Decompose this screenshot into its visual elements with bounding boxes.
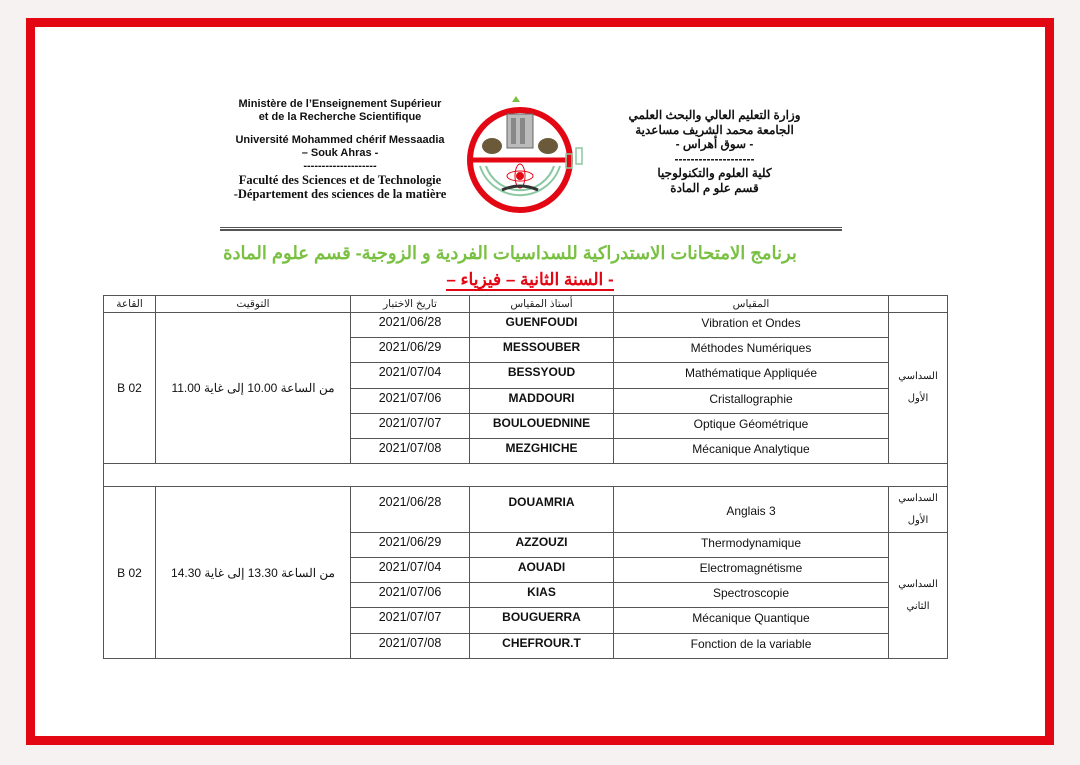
spacer-row [104,464,948,487]
ministry-ar: وزارة التعليم العالي والبحث العلمي [628,108,801,122]
subtitle-text: - السنة الثانية – فيزياء – [446,270,614,289]
professor-cell: GUENFOUDI [470,313,614,338]
exam-schedule-table [103,295,948,659]
semester-label-line2: الأول [907,393,929,404]
module-cell: Cristallographie [614,389,889,414]
table-header-row [104,296,948,313]
header-room: القاعة [104,296,156,313]
professor-cell: AOUADI [470,558,614,583]
group-2 [104,487,948,659]
date-cell: 2021/06/28 [351,487,470,533]
faculty-ar: كلية العلوم والتكنولوجيا [657,166,772,180]
department-ar: قسم علو م المادة [670,180,759,195]
document-subtitle [380,270,680,290]
date-cell: 2021/07/04 [351,363,470,389]
table-row [104,487,948,533]
city-ar: - سوق أهراس - [675,137,754,151]
professor-cell: MADDOURI [470,389,614,414]
module-cell: Fonction de la variable [614,634,889,659]
semester-label-line1: السداسي [898,578,938,590]
semester-label-line1: السداسي [898,492,938,504]
date-cell: 2021/07/07 [351,608,470,634]
module-cell: Anglais 3 [614,487,889,533]
semester-cell [889,313,948,464]
department-name: -Département des sciences de la matière [233,187,447,201]
professor-cell: BESSYOUD [470,363,614,389]
date-cell: 2021/07/08 [351,634,470,659]
professor-cell: AZZOUZI [470,533,614,558]
semester-label-line2: الأول [907,514,929,526]
document-title: برنامج الامتحانات الاستدراكية للسداسيات الفردية و الزوجية- قسم علوم المادة [223,243,797,263]
time-cell: من الساعة 10.00 إلى غاية 11.00 [156,313,351,464]
module-cell: Mécanique Quantique [614,608,889,634]
module-cell: Vibration et Ondes [614,313,889,338]
arabic-header [612,108,817,195]
faculty-name: Faculté des Sciences et de Technologie [238,173,442,187]
group-1 [104,313,948,487]
module-cell: Mathématique Appliquée [614,363,889,389]
header-date: تاريخ الاختبار [351,296,470,313]
university-line1: Université Mohammed chérif Messaadia [235,134,445,146]
date-cell: 2021/06/29 [351,533,470,558]
semester-label-line1: السداسي [898,371,938,382]
date-cell: 2021/07/06 [351,583,470,608]
module-cell: Optique Géométrique [614,414,889,439]
professor-cell: BOUGUERRA [470,608,614,634]
date-cell: 2021/07/04 [351,558,470,583]
header-time: التوقيت [156,296,351,313]
ministry-line2: et de la Recherche Scientifique [258,111,422,123]
separator-ar: -------------------- [674,151,755,166]
header-semester [889,296,948,313]
semester-cell [889,533,948,659]
separator: -------------------- [303,160,377,172]
ministry-line1: Ministère de l’Enseignement Supérieur [238,98,442,110]
university-line2: – Souk Ahras - [301,147,379,159]
professor-cell: MEZGHICHE [470,439,614,464]
room-cell: B 02 [104,487,156,659]
room-cell: B 02 [104,313,156,464]
time-cell: من الساعة 13.30 إلى غاية 14.30 [156,487,351,659]
semester-cell [889,487,948,533]
date-cell: 2021/07/07 [351,414,470,439]
module-cell: Méthodes Numériques [614,338,889,363]
date-cell: 2021/07/06 [351,389,470,414]
module-cell: Thermodynamique [614,533,889,558]
header-divider [220,227,842,231]
header-professor: أستاذ المقياس [470,296,614,313]
module-cell: Electromagnétisme [614,558,889,583]
university-logo-icon [462,92,592,217]
semester-label-line2: الثاني [906,600,930,612]
university-ar: الجامعة محمد الشريف مساعدية [635,122,794,137]
date-cell: 2021/06/29 [351,338,470,363]
module-cell: Spectroscopie [614,583,889,608]
module-cell: Mécanique Analytique [614,439,889,464]
french-header [210,98,470,201]
empty-separator-cell [104,464,948,487]
professor-cell: MESSOUBER [470,338,614,363]
professor-cell: BOULOUEDNINE [470,414,614,439]
header-module: المقياس [614,296,889,313]
professor-cell: CHEFROUR.T [470,634,614,659]
table-row [104,313,948,338]
date-cell: 2021/07/08 [351,439,470,464]
date-cell: 2021/06/28 [351,313,470,338]
professor-cell: DOUAMRIA [470,487,614,533]
professor-cell: KIAS [470,583,614,608]
